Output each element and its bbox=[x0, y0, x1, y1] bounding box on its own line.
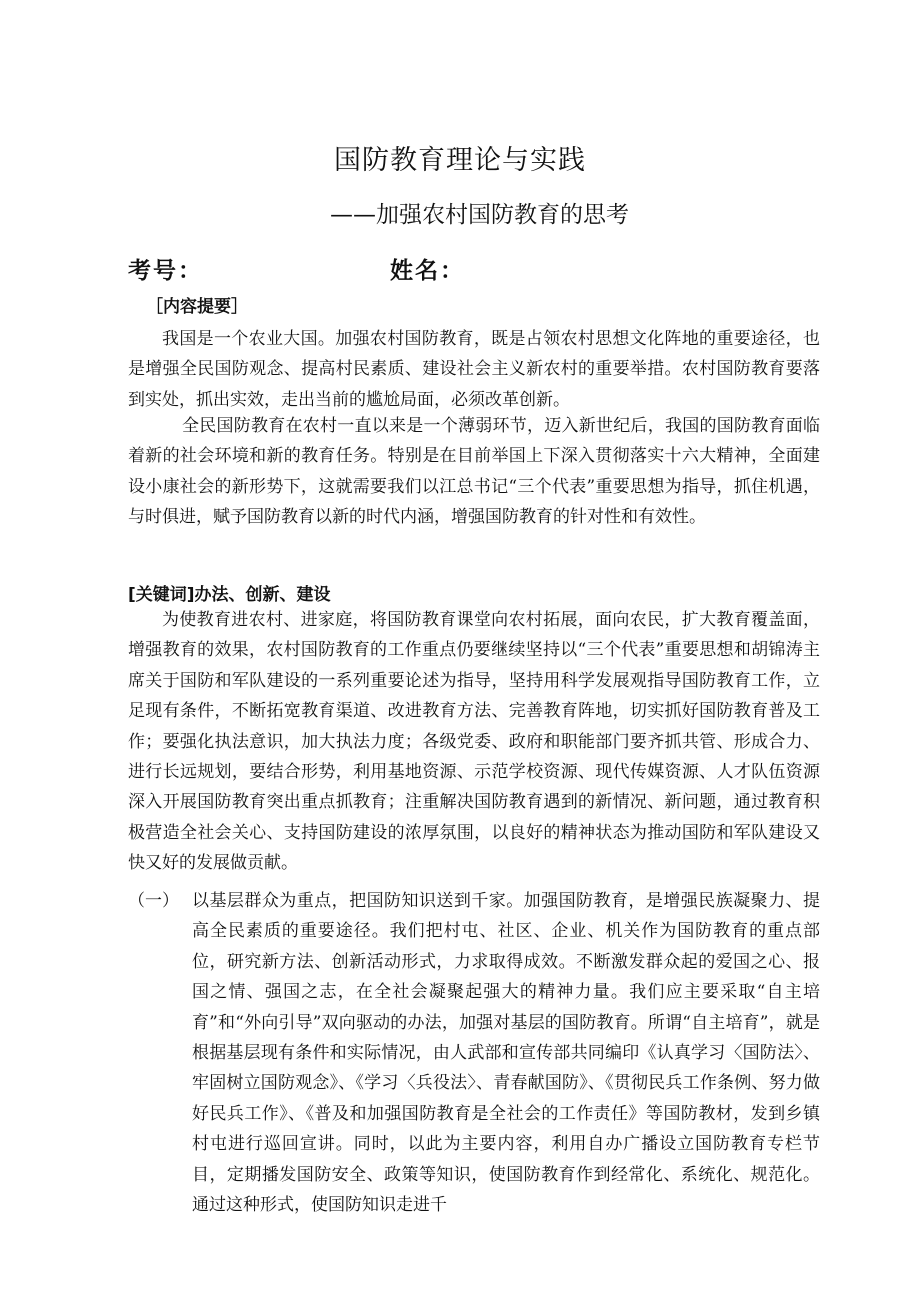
document-subtitle: ——加强农村国防教育的思考 bbox=[330, 202, 629, 228]
abstract-paragraph-2: 全民国防教育在农村一直以来是一个薄弱环节，迈入新世纪后，我国的国防教育面临着新的社会环境和新的教育任务。特别是在目前举国上下深入贯彻落实十六大精神，全面建设小康社会的新形势下，这就需要我们以江总书记“三个代表”重要思想为指导，抓住机遇，与时俱进，赋予国防教育以新的时代内涵，增强国防教育的针对性和有效性。 bbox=[128, 416, 820, 528]
exam-number-label: 考号： bbox=[128, 257, 203, 284]
document-title: 国防教育理论与实践 bbox=[334, 145, 586, 176]
section-item-label: （一） bbox=[128, 891, 179, 911]
keywords-line: [关键词]办法、创新、建设 bbox=[128, 585, 331, 605]
name-label: 姓名： bbox=[390, 257, 465, 284]
abstract-paragraph-1: 我国是一个农业大国。加强农村国防教育，既是占领农村思想文化阵地的重要途径，也是增强全民国防观念、提高村民素质、建设社会主义新农村的重要举措。农村国防教育要落到实处，抓出实效，走出当前的尴尬局面，必须改革创新。 bbox=[128, 329, 820, 410]
body-paragraph: 为使教育进农村、进家庭，将国防教育课堂向农村拓展，面向农民，扩大教育覆盖面，增强教育的效果，农村国防教育的工作重点仍要继续坚持以“三个代表”重要思想和胡锦涛主席关于国防和军队建设的一系列重要论述为指导，坚持用科学发展观指导国防教育工作，立足现有条件，不断拓宽教育渠道、改进教育方法、完善教育阵地，切实抓好国防教育普及工作；要强化执法意识，加大执法力度；各级党委、政府和职能部门要齐抓共管、形成合力、进行长远规划，要结合形势，利用基地资源、示范学校资源、现代传媒资源、人才队伍资源深入开展国防教育突出重点抓教育；注重解决国防教育遇到的新情况、新问题，通过教育积极营造全社会关心、支持国防建设的浓厚氛围，以良好的精神状态为推动国防和军队建设又快又好的发展做贡献。 bbox=[128, 610, 820, 874]
abstract-heading: ［内容提要］ bbox=[146, 297, 248, 317]
section-item-text: 以基层群众为重点，把国防知识送到千家。加强国防教育，是增强民族凝聚力、提高全民素质的重要途径。我们把村屯、社区、企业、机关作为国防教育的重点部位，研究新方法、创新活动形式，力求取得成效。不断激发群众起的爱国之心、报国之情、强国之志，在全社会凝聚起强大的精神力量。我们应主要采取“自主培育”和“外向引导”双向驱动的办法，加强对基层的国防教育。所谓“自主培育”，就是根据基层现有条件和实际情况，由人武部和宣传部共同编印《认真学习〈国防法〉、牢固树立国防观念》、《学习〈兵役法〉、青春献国防》、《贯彻民兵工作条例、努力做好民兵工作》、《普及和加强国防教育是全社会的工作责任》等国防教材，发到乡镇村屯进行巡回宣讲。同时，以此为主要内容，利用自办广播设立国防教育专栏节目，定期播发国防安全、政策等知识，使国防教育作到经常化、系统化、规范化。通过这种形式，使国防知识走进千 bbox=[192, 891, 820, 1216]
